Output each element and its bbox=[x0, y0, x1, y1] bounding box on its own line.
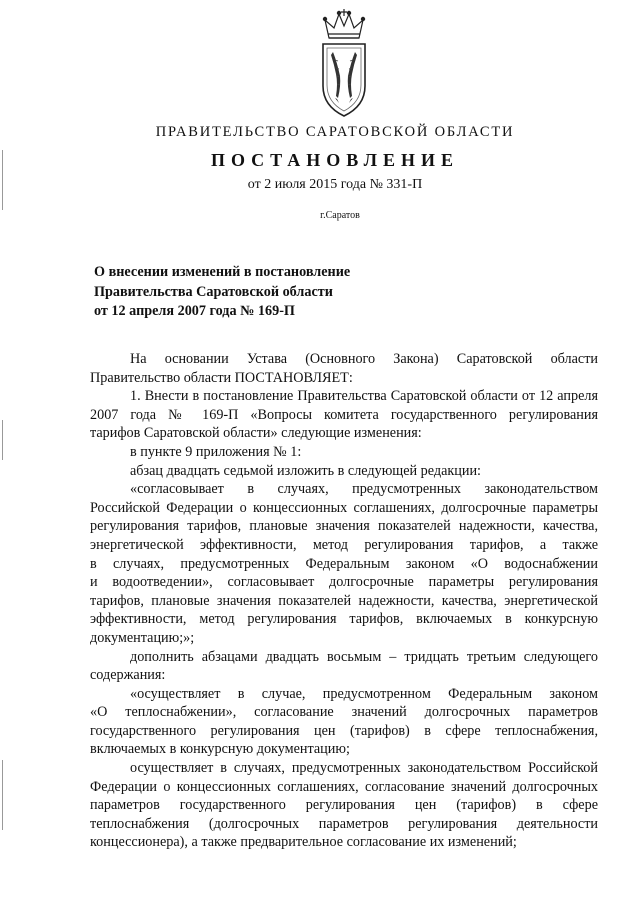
body-line: регулирования тарифов, плановые значения показателей надежности, качества, bbox=[90, 518, 598, 535]
body-line: документацию;»; bbox=[90, 629, 195, 646]
body-line: параметров государственного регулирования цен (тарифов) в сфере bbox=[90, 797, 598, 814]
body-line: осуществляет в случаях, предусмотренных законодательством Российской bbox=[130, 760, 598, 777]
subject-line: О внесении изменений в постановление bbox=[94, 264, 351, 280]
body-line: «О теплоснабжении», согласование значений долгосрочных параметров bbox=[90, 704, 598, 721]
body-line: государственного регулирования цен (тарифов) в сфере теплоснабжения, bbox=[90, 722, 598, 739]
body-line: 2007 года № 169-П «Вопросы комитета государственного регулирования bbox=[90, 406, 598, 423]
body-line: «осуществляет в случае, предусмотренном Федеральным законом bbox=[130, 685, 598, 702]
document-date-number: от 2 июля 2015 года № 331-П bbox=[247, 177, 423, 192]
body-line: абзац двадцать седьмой изложить в следующей редакции: bbox=[130, 462, 481, 479]
government-name: ПРАВИТЕЛЬСТВО САРАТОВСКОЙ ОБЛАСТИ bbox=[155, 124, 515, 140]
body-line: включаемых в конкурсную документацию; bbox=[90, 741, 350, 758]
scan-edge-mark bbox=[2, 150, 3, 210]
body-line: Правительство области ПОСТАНОВЛЯЕТ: bbox=[90, 369, 353, 386]
body-line: энергетической эффективности, метод регулирования тарифов, а также bbox=[90, 536, 598, 553]
body-line: дополнить абзацами двадцать восьмым – тридцать третьим следующего bbox=[130, 648, 598, 665]
body-line: тарифов, плановые значения показателей надежности, качества, энергетической bbox=[90, 592, 598, 609]
scan-edge-mark bbox=[2, 420, 3, 460]
body-line: и водоотведении», согласовывает долгосрочные параметры регулирования bbox=[90, 574, 598, 591]
body-line: Федерации о концессионных соглашениях, согласование значений долгосрочных bbox=[90, 778, 598, 795]
body-line: Российской Федерации о концессионных соглашениях, долгосрочные параметры bbox=[90, 499, 598, 516]
subject-line: Правительства Саратовской области bbox=[94, 283, 333, 300]
body-line: в случаях, предусмотренных Федеральным законом «О водоснабжении bbox=[90, 555, 598, 572]
scan-edge-mark bbox=[2, 760, 3, 830]
document-city: г.Саратов bbox=[320, 210, 360, 221]
body-line: эффективности, метод регулирования тарифов, включаемых в конкурсную bbox=[90, 611, 598, 628]
body-line: в пункте 9 приложения № 1: bbox=[130, 443, 302, 460]
document-subject bbox=[94, 263, 414, 322]
subject-line: от 12 апреля 2007 года № 169-П bbox=[94, 303, 295, 319]
body-line: тарифов Саратовской области» следующие изменения: bbox=[90, 425, 422, 442]
body-line: «согласовывает в случаях, предусмотренных законодательством bbox=[130, 481, 598, 498]
document-type: ПОСТАНОВЛЕНИЕ bbox=[210, 150, 460, 170]
document-body bbox=[90, 350, 598, 852]
body-line: концессионера), а также предварительное согласование их изменений; bbox=[90, 834, 517, 851]
body-line: 1. Внести в постановление Правительства Саратовской области от 12 апреля bbox=[130, 388, 598, 405]
body-line: содержания: bbox=[90, 667, 166, 684]
body-line: теплоснабжения (долгосрочных параметров регулирования деятельности bbox=[90, 815, 598, 832]
body-line: На основании Устава (Основного Закона) Саратовской области bbox=[130, 351, 598, 367]
coat-of-arms-icon bbox=[307, 8, 381, 120]
